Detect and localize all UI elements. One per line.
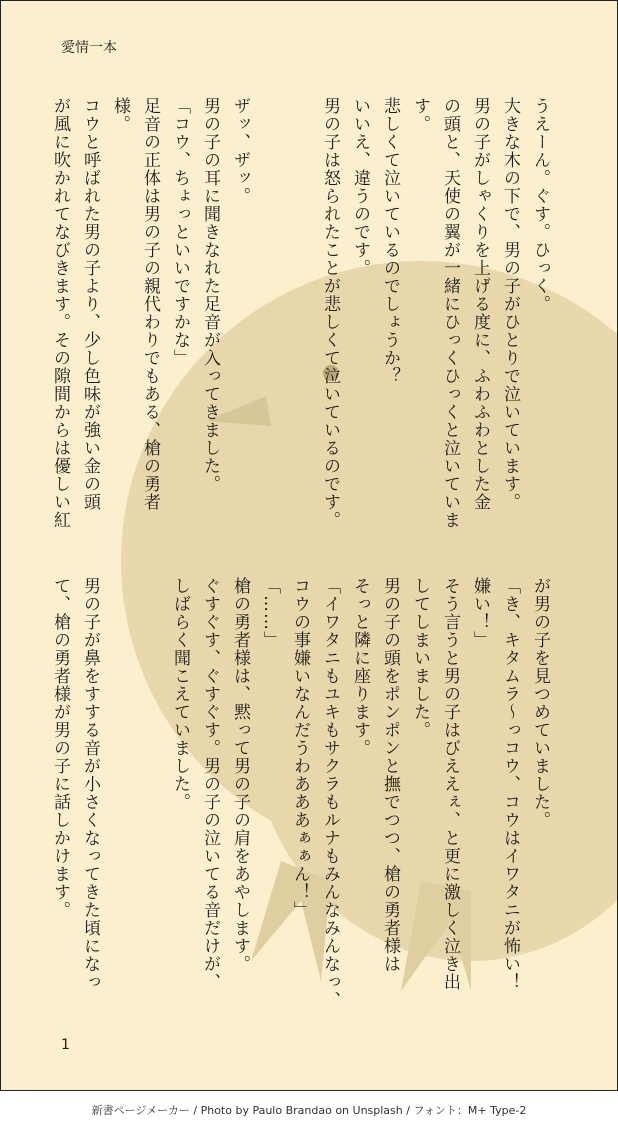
body-text-lower: が男の子を見つめていました。 「き、キタムラ～っコウ、コウはイワタニが怖い！ 嫌い！」 そう言うと男の子はびええぇ、と更に激しく泣き出 してしまいました。 男の子の頭をポンポンと撫でつつ、槍の勇者様は そっと隣に座ります。 「イワタニもユキもサクラもルナもみんなみんなっ、 コウの事嫌いなんだうわあああぁぁん！」 「……」 槍の勇者様は、黙って男の子の肩をあやします。 ぐすぐす、ぐすぐす。男の子の泣いてる音だけが、 しばらく聞こえていました。 男の子が鼻をすする音が小さくなってきた頃になっ て、槍の勇者様が男の子に話しかけます。 — [50, 577, 550, 1009]
page-title: 愛情一本 — [61, 40, 117, 56]
page-number: 1 — [61, 1037, 70, 1053]
credit-line: 新書ページメーカー / Photo by Paulo Brandao on Unsplash / フォント：M+ Type-2 — [91, 1104, 527, 1117]
body-text-upper: うえーん。ぐす。ひっく。 大きな木の下で、男の子がひとりで泣いています。 男の子がしゃくりを上げる度に、ふわふわとした金 の頭と、天使の翼が一緒にひっくひっくと泣いていま す。 悲しくて泣いているのでしょうか？ いいえ、違うのです。 男の子は怒られたことが悲しくて泣いているのです。 ザッ、ザッ。 男の子の耳に聞きなれた足音が入ってきました。 「コウ、ちょっといいですかな」 足音の正体は男の子の親代わりでもある、槍の勇者 様。 コウと呼ばれた男の子より、少し色味が強い金の頭 が風に吹かれてなびきます。その隙間からは優しい紅 — [50, 97, 550, 529]
